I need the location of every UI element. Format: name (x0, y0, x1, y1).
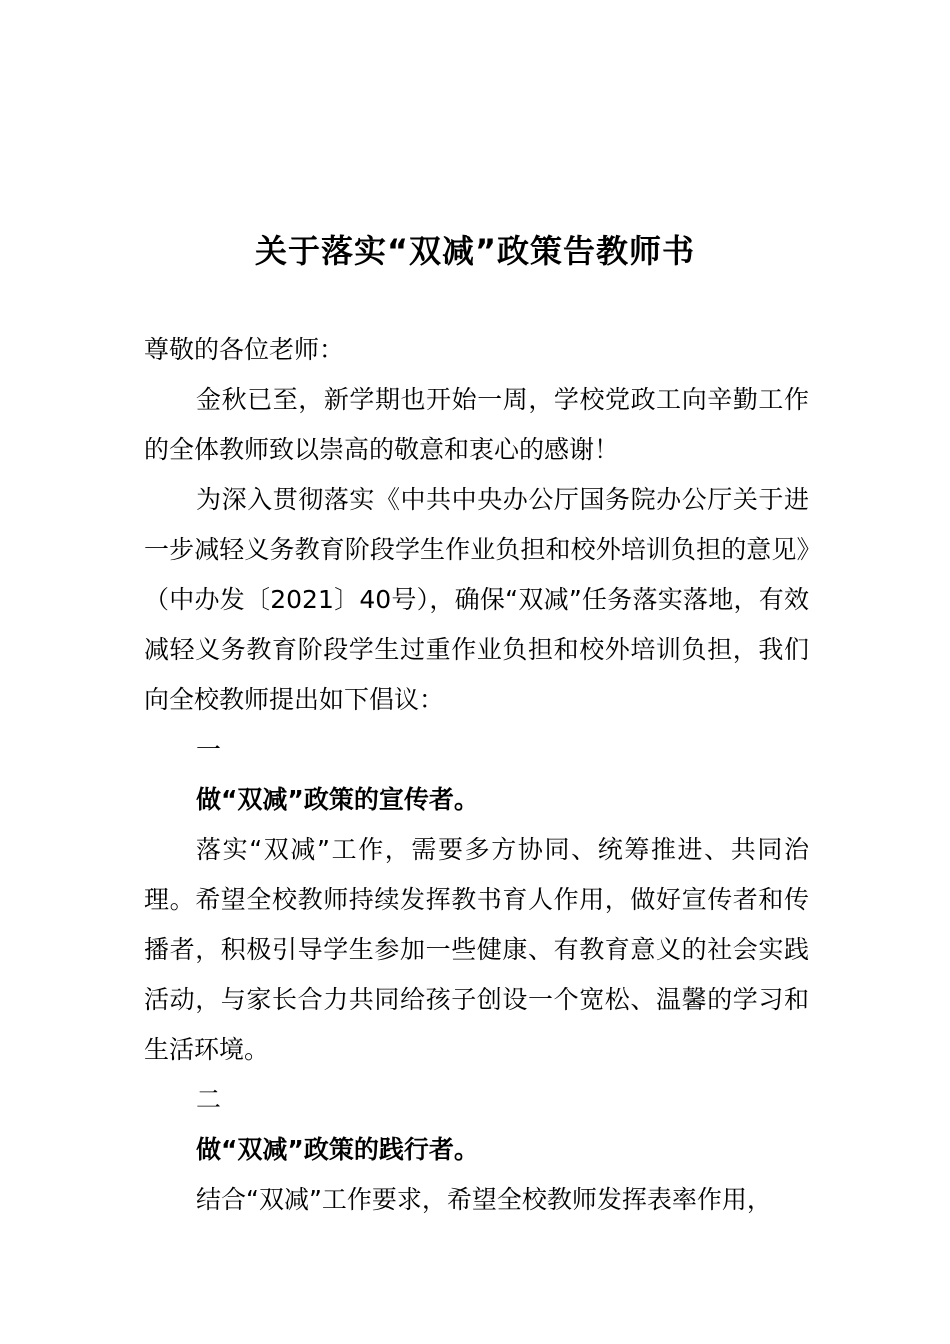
section-text-one: 落实“双减”工作，需要多方协同、统筹推进、共同治理。希望全校教师持续发挥教书育人作用，做好宣传者和传播者，积极引导学生参加一些健康、有教育意义的社会实践活动，与家长合力共同给孩子创设一个宽松、温馨的学习和生活环境。 (144, 835, 809, 1064)
salutation: 尊敬的各位老师： (144, 335, 345, 364)
paragraph-greeting: 金秋已至，新学期也开始一周，学校党政工向辛勤工作的全体教师致以崇高的敬意和衷心的感谢！ (144, 385, 809, 464)
section-numeral-one: 一 (196, 735, 222, 764)
section-numeral-two: 二 (196, 1085, 222, 1114)
document-title: 关于落实“双减”政策告教师书 (254, 232, 696, 270)
section-text-two: 结合“双减”工作要求，希望全校教师发挥表率作用， (196, 1185, 772, 1214)
section-heading-one: 做“双减”政策的宣传者。 (196, 785, 479, 814)
document-body (144, 325, 809, 1225)
section-heading-two: 做“双减”政策的践行者。 (196, 1135, 479, 1164)
paragraph-initiative: 为深入贯彻落实《中共中央办公厅国务院办公厅关于进一步减轻义务教育阶段学生作业负担和校外培训负担的意见》（中办发〔2021〕40号），确保“双减”任务落实落地，有效减轻义务教育阶段学生过重作业负担和校外培训负担，我们向全校教师提出如下倡议： (144, 485, 809, 714)
